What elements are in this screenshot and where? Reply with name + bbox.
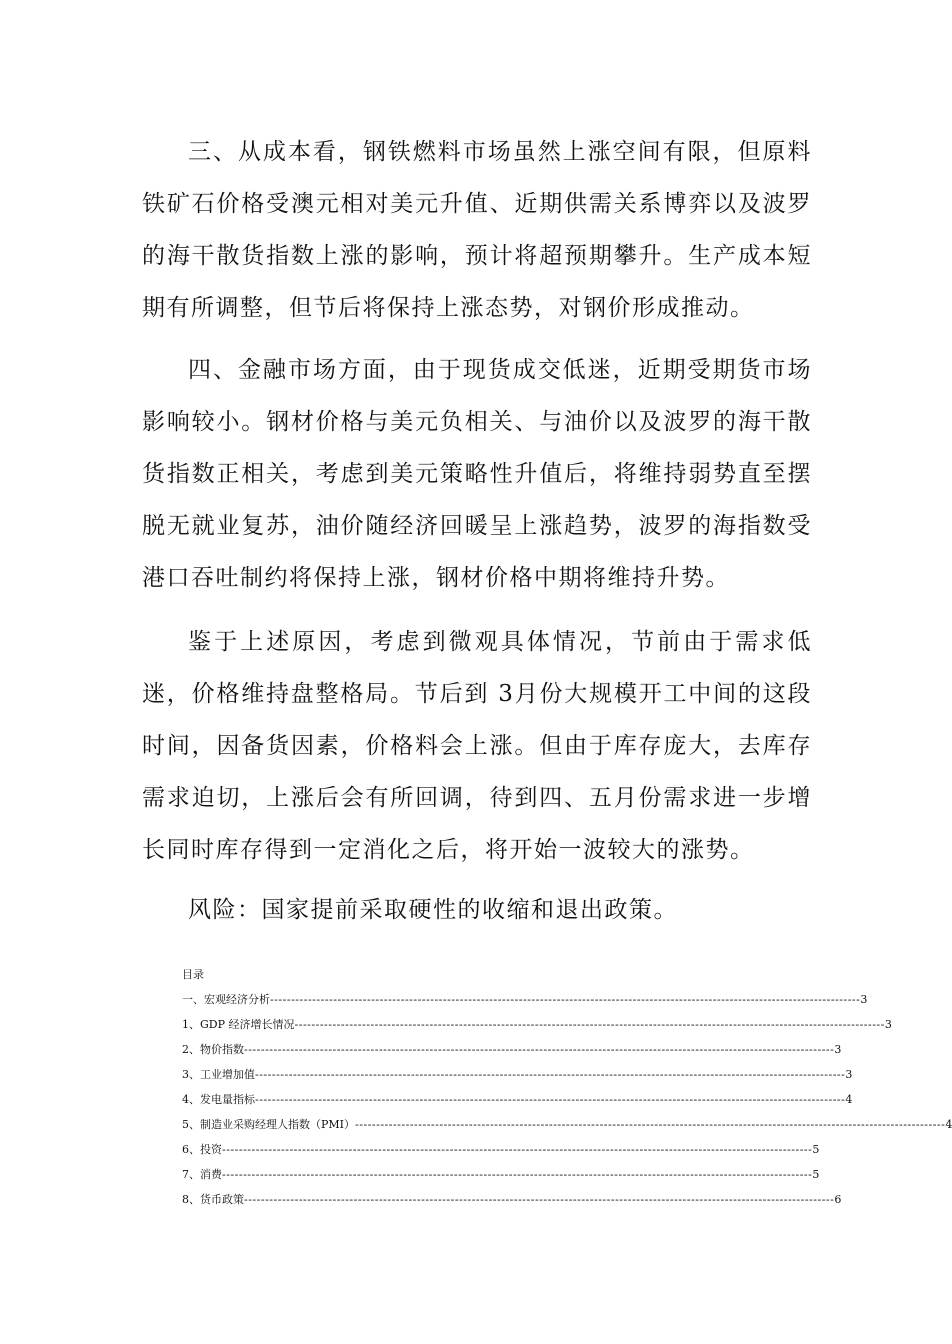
toc-item-page: 5 (812, 1168, 820, 1181)
toc-item[interactable] (182, 1087, 853, 1112)
toc-item-page: 3 (834, 1043, 842, 1056)
toc-item-label: 7、消费 (182, 1168, 222, 1181)
toc-item[interactable] (182, 1012, 892, 1037)
toc-leader: -------------------------------------------------------------------------------------------------------------------------------------------- (355, 1118, 946, 1131)
toc-item-label: 8、货币政策 (182, 1193, 244, 1206)
toc-item-label: 3、工业增加值 (182, 1068, 255, 1081)
toc-item-page: 3 (845, 1068, 853, 1081)
toc-item-label: 6、投资 (182, 1143, 222, 1156)
toc-leader: -------------------------------------------------------------------------------------------------------------------------------------------- (294, 1018, 885, 1031)
table-of-contents (182, 962, 952, 1212)
toc-title: 目录 (182, 968, 204, 981)
toc-leader: -------------------------------------------------------------------------------------------------------------------------------------------- (222, 1143, 813, 1156)
toc-item[interactable] (182, 1062, 853, 1087)
paragraph-conclusion: 鉴于上述原因，考虑到微观具体情况，节前由于需求低迷，价格维持盘整格局。节后到 3月份大规模开工中间的这段时间，因备货因素，价格料会上涨。但由于库存庞大，去库存需求迫切，上涨后会有所回调，待到四、五月份需求进一步增长同时库存得到一定消化之后，将开始一波较大的涨势。 (142, 629, 812, 863)
toc-item-page: 4 (945, 1118, 952, 1131)
toc-item-label: 2、物价指数 (182, 1043, 244, 1056)
toc-item-label: 1、GDP 经济增长情况 (182, 1018, 295, 1031)
toc-item[interactable] (182, 1137, 820, 1162)
toc-item[interactable] (182, 987, 868, 1012)
toc-item-label: 5、制造业采购经理人指数（PMI） (182, 1118, 356, 1131)
toc-leader: -------------------------------------------------------------------------------------------------------------------------------------------- (255, 1068, 846, 1081)
toc-leader: -------------------------------------------------------------------------------------------------------------------------------------------- (270, 993, 861, 1006)
toc-item-label: 一、宏观经济分析 (182, 993, 270, 1006)
toc-item-page: 3 (884, 1018, 892, 1031)
paragraph-financial-market: 四、金融市场方面，由于现货成交低迷，近期受期货市场影响较小。钢材价格与美元负相关、与油价以及波罗的海干散货指数正相关，考虑到美元策略性升值后，将维持弱势直至摆脱无就业复苏，油价随经济回暖呈上涨趋势，波罗的海指数受港口吞吐制约将保持上涨，钢材价格中期将维持升势。 (142, 357, 812, 591)
toc-leader: -------------------------------------------------------------------------------------------------------------------------------------------- (244, 1043, 835, 1056)
toc-item-label: 4、发电量指标 (182, 1093, 255, 1106)
paragraph-cost-analysis: 三、从成本看，钢铁燃料市场虽然上涨空间有限，但原料铁矿石价格受澳元相对美元升值、近期供需关系博弈以及波罗的海干散货指数上涨的影响，预计将超预期攀升。生产成本短期有所调整，但节后将保持上涨态势，对钢价形成推动。 (142, 139, 812, 321)
toc-item-page: 6 (834, 1193, 842, 1206)
toc-item-page: 5 (812, 1143, 820, 1156)
toc-item[interactable] (182, 1112, 952, 1137)
paragraph-risk: 风险：国家提前采取硬性的收缩和退出政策。 (188, 897, 678, 923)
toc-item-page: 4 (845, 1093, 853, 1106)
toc-leader: -------------------------------------------------------------------------------------------------------------------------------------------- (222, 1168, 813, 1181)
toc-item[interactable] (182, 1037, 842, 1062)
toc-item-page: 3 (860, 993, 868, 1006)
toc-item[interactable] (182, 1162, 820, 1187)
toc-item[interactable] (182, 1187, 842, 1212)
toc-leader: -------------------------------------------------------------------------------------------------------------------------------------------- (244, 1193, 835, 1206)
toc-leader: -------------------------------------------------------------------------------------------------------------------------------------------- (255, 1093, 846, 1106)
